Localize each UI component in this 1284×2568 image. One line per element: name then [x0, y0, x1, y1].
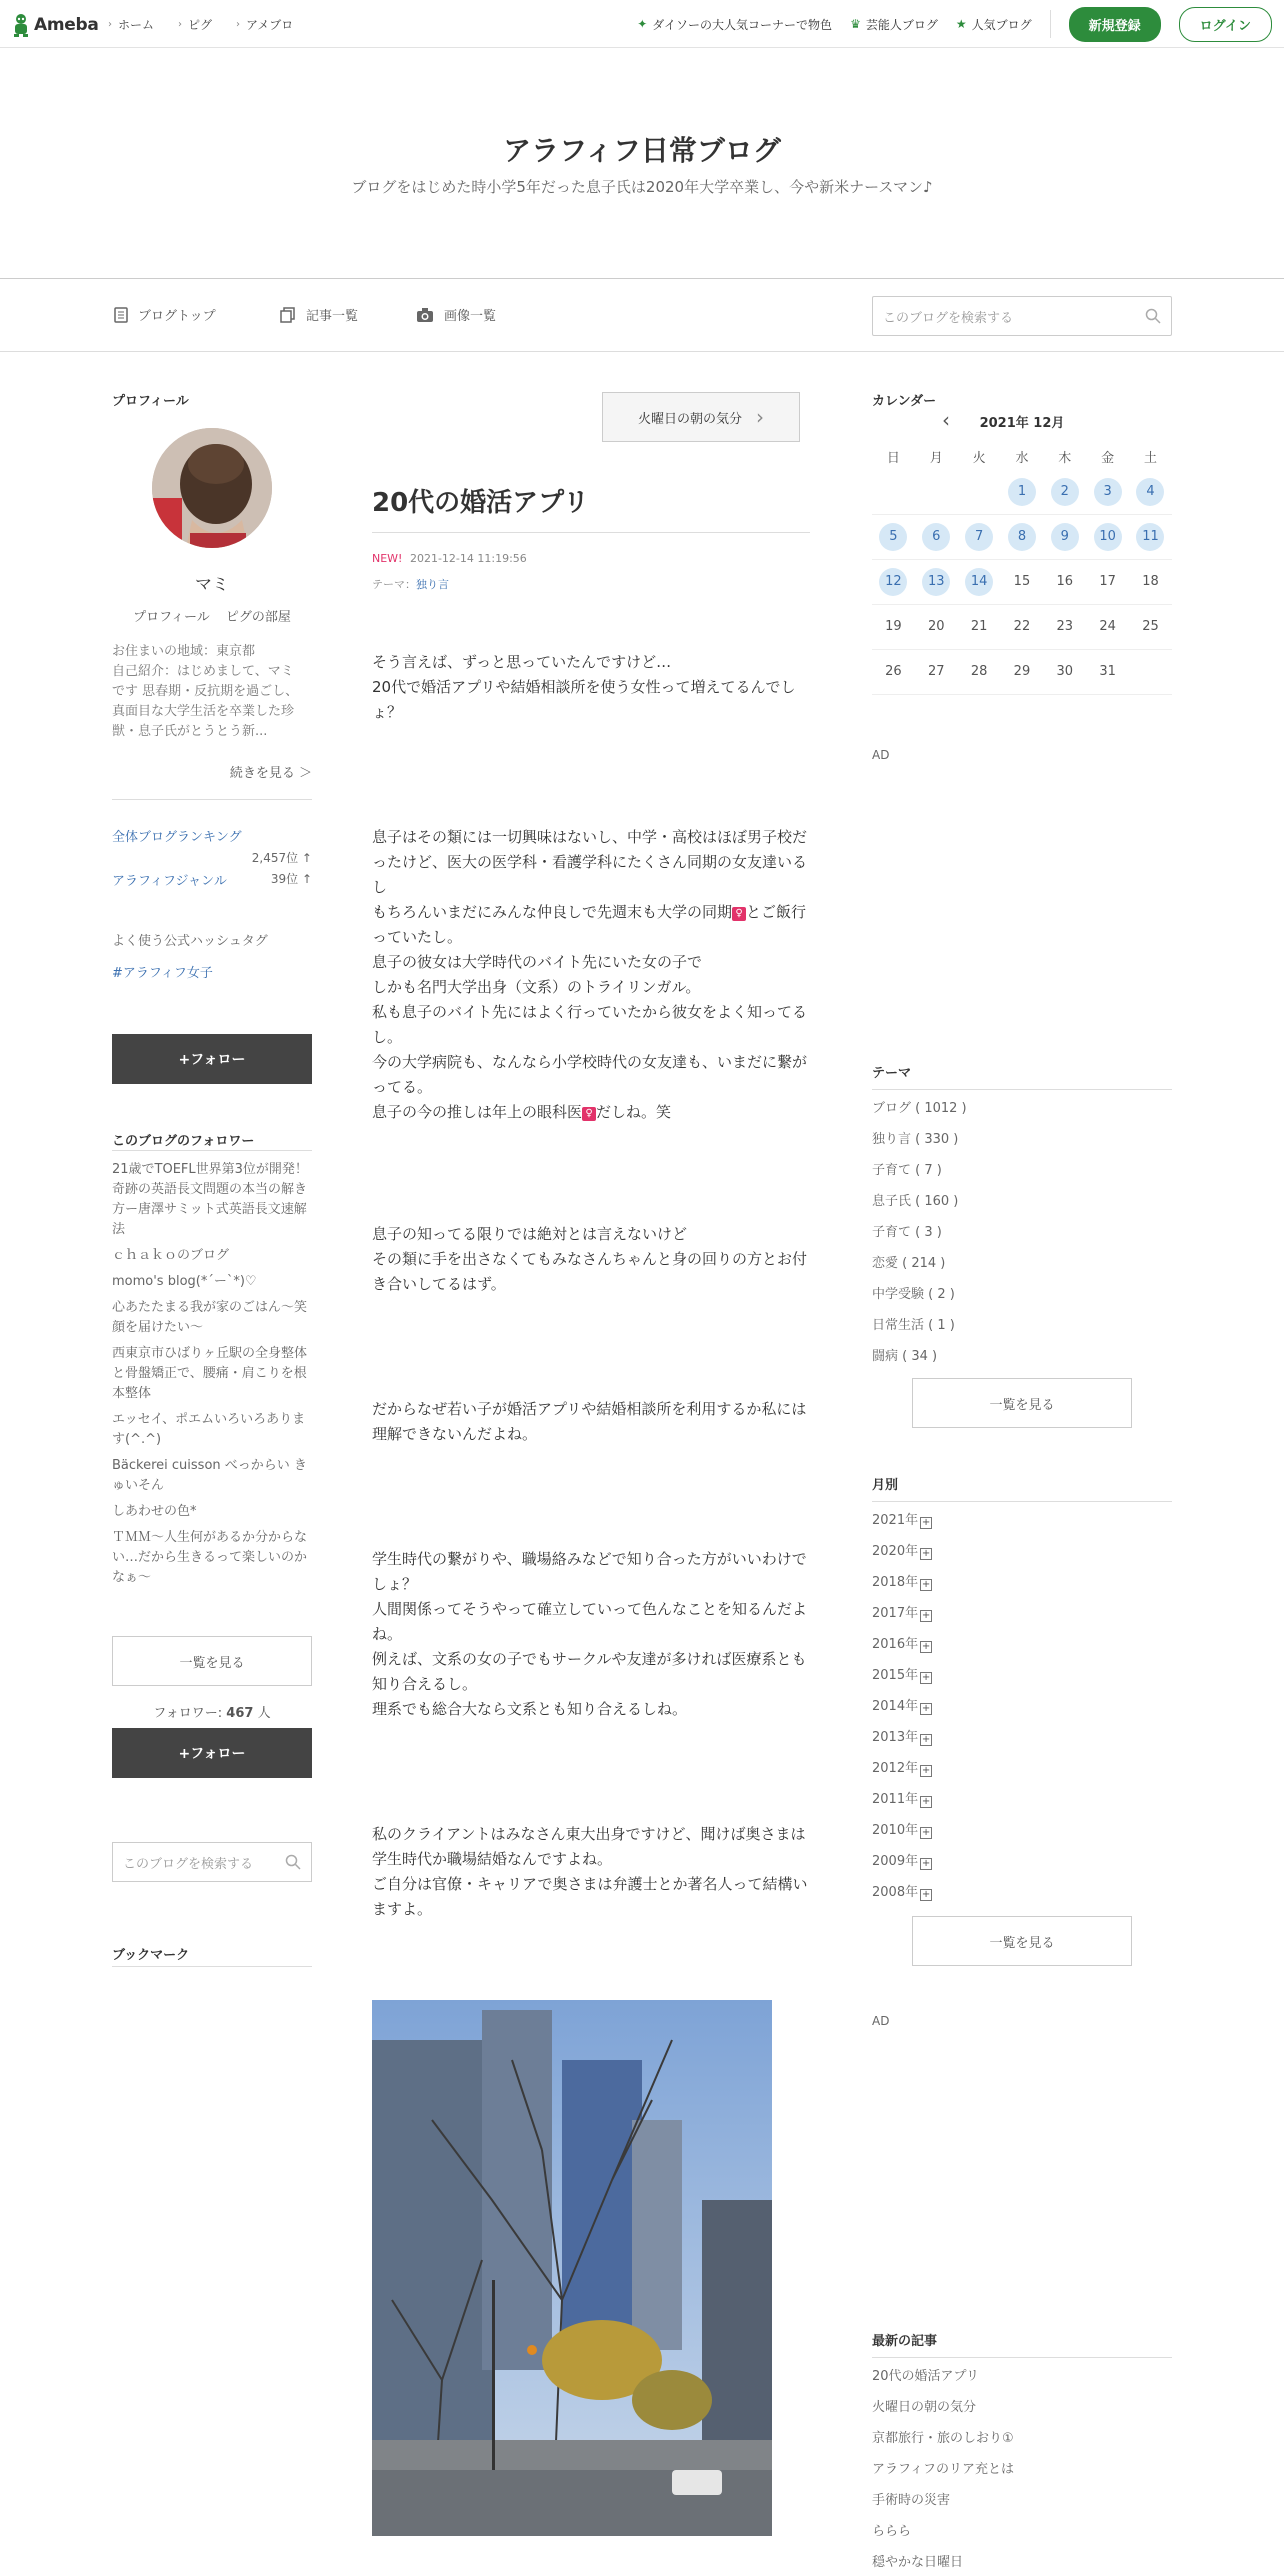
calendar-day-cell — [1086, 523, 1129, 551]
follower-item[interactable]: しあわせの色* — [112, 1504, 197, 1519]
entry-line: だからなぜ若い子が婚活アプリや結婚相談所を利用するか私には理解できないんだよね。 — [372, 1400, 807, 1443]
archive-see-all-button[interactable]: 一覧を見る — [912, 1916, 1132, 1966]
recent-entry-link-label: 火曜日の朝の気分 — [872, 2400, 977, 2415]
archive-item[interactable] — [872, 1536, 1172, 1567]
calendar-week-row — [872, 560, 1172, 605]
calendar-day-cell — [872, 523, 915, 551]
chevron-left-icon: ‹ — [942, 408, 950, 432]
expand-plus-icon[interactable]: + — [921, 1517, 931, 1528]
entry-text: 息子の今の推しは年上の眼科医 — [372, 1103, 583, 1121]
followers-see-all-button[interactable]: 一覧を見る — [112, 1636, 312, 1686]
global-nav — [108, 0, 293, 48]
theme-list — [872, 1093, 1172, 1372]
calendar-day: 28 — [970, 664, 988, 679]
archive-item-label: 2013年 — [872, 1730, 919, 1745]
entry-line: 私も息子のバイト先にはよく行っていたから彼女をよく知ってるし。 — [372, 1003, 808, 1046]
recent-entry-link[interactable] — [872, 2547, 1172, 2568]
calendar-day: 26 — [885, 664, 902, 679]
city-trees-photo — [372, 2000, 772, 2536]
entry-title[interactable]: 20代の婚活アプリ — [372, 488, 590, 518]
entry-meta — [372, 552, 527, 565]
blog-description: ブログをはじめた時小学5年だった息子氏は2020年大学卒業し、今や新米ナースマン♪ — [351, 178, 933, 196]
entry-line — [372, 1100, 810, 1125]
left-search-input[interactable] — [112, 1842, 312, 1882]
chevron-right-icon: › — [108, 18, 112, 30]
entry-line: 理系でも総合大なら文系とも知り合えるしね。 — [372, 1700, 688, 1718]
calendar-day-cell — [958, 613, 1001, 641]
entry-line: 息子の知ってる限りでは絶対とは言えないけど — [372, 1225, 688, 1243]
calendar-weekday: 日 — [886, 450, 900, 466]
calendar-day-cell — [1129, 568, 1172, 596]
ameba-mascot-icon — [12, 13, 30, 37]
nav-pigg-label: ピグ — [188, 17, 213, 32]
archive-list — [872, 1505, 1172, 1908]
divider — [372, 532, 810, 533]
calendar-day: 29 — [1013, 664, 1031, 679]
calendar-weekday: 金 — [1101, 450, 1115, 466]
entry-line — [372, 900, 810, 950]
theme-item[interactable] — [872, 1217, 1172, 1248]
archive-item[interactable] — [872, 1877, 1172, 1908]
calendar-day-cell — [1001, 523, 1044, 551]
entry-text: もちろんいまだにみんな仲良し — [372, 903, 583, 921]
signup-button[interactable]: 新規登録 — [1069, 7, 1161, 42]
calendar-day-cell — [1129, 478, 1172, 506]
calendar-day: 21 — [970, 619, 988, 634]
divider — [112, 1966, 312, 1967]
popular-blog-label: 人気ブログ — [971, 17, 1032, 32]
entry-line: 今の大学病院も、なんなら小学校時代の女友達も、いまだに繋がってる。 — [372, 1053, 808, 1096]
profile-info-line: です 思春期・反抗期を過ごし、 — [112, 684, 299, 699]
avatar[interactable] — [152, 428, 272, 548]
calendar-day-cell — [958, 568, 1001, 596]
star-icon: ★ — [955, 17, 967, 31]
theme-item[interactable] — [872, 1279, 1172, 1310]
profile-links — [112, 606, 312, 625]
ad-label: AD — [872, 2014, 890, 2028]
entry-text: だしね。笑 — [596, 1103, 672, 1121]
calendar-day: 18 — [1142, 574, 1159, 589]
recent-section — [872, 2330, 1172, 2568]
calendar-day-link[interactable]: 6 — [922, 523, 950, 551]
entry-line: 息子はその類には一切興味はないし、中学・高校はほぼ男子校だったけど、医大の医学科・看護学科にたくさん同期の女友達いるし — [372, 828, 808, 896]
chevron-right-icon: › — [236, 18, 241, 30]
entry-text: とご飯行っていたし。 — [372, 903, 807, 946]
pigg-room-link[interactable]: ピグの部屋 — [225, 610, 291, 625]
calendar-day-cell — [872, 613, 915, 641]
entry-datetime: 2021-12-14 11:19:56 — [409, 552, 527, 565]
follower-item[interactable]: 西東京市ひばりヶ丘駅の全身整体と骨盤矯正で、腰痛・肩こりを根本整体 — [112, 1346, 308, 1401]
recent-entry-link[interactable] — [872, 2423, 1172, 2454]
woman-emoji-icon: ♀ — [732, 907, 746, 921]
calendar-day: 15 — [1013, 574, 1031, 589]
nav-ameblo-label: アメブロ — [246, 17, 294, 32]
calendar-weekday: 月 — [929, 450, 943, 466]
genre-ranking-value: 39位 ↑ — [270, 872, 312, 886]
calendar-day-link[interactable]: 11 — [1136, 523, 1164, 551]
entry-photo[interactable] — [372, 2000, 772, 2536]
header-divider — [1050, 10, 1051, 38]
calendar-day: 25 — [1142, 619, 1159, 634]
calendar-week-row — [872, 470, 1172, 515]
celebrity-blog-link[interactable] — [850, 16, 938, 33]
follow-button-bottom[interactable]: +フォロー — [112, 1728, 312, 1778]
blog-title-area — [0, 49, 1284, 277]
archive-item-label: 2012年 — [872, 1761, 919, 1776]
calendar-weekday: 土 — [1143, 450, 1157, 466]
genre-ranking-link[interactable]: アラフィフジャンル — [112, 874, 227, 889]
follower-item[interactable]: ｃｈａｋｏのブログ — [112, 1248, 230, 1263]
theme-item-label: 中学受験 ( 2 ) — [872, 1287, 955, 1302]
calendar-day-cell — [1129, 523, 1172, 551]
calendar-day-cell — [1086, 568, 1129, 596]
archive-item[interactable] — [872, 1629, 1172, 1660]
login-button[interactable]: ログイン — [1179, 7, 1272, 42]
profile-name[interactable]: マミ — [195, 575, 229, 595]
expand-plus-icon[interactable]: + — [921, 1734, 931, 1745]
calendar-day-cell — [1129, 613, 1172, 641]
follower-list — [112, 1160, 312, 1594]
profile-link[interactable]: プロフィール — [133, 610, 210, 625]
chevron-right-icon: › — [756, 405, 764, 429]
crown-icon: ♛ — [850, 17, 861, 31]
blog-subnav — [0, 278, 1284, 352]
search-icon[interactable] — [1145, 308, 1161, 324]
archive-item-label: 2017年 — [872, 1606, 919, 1621]
archive-item[interactable] — [872, 1691, 1172, 1722]
entry-line: そう言えば、ずっと思っていたんですけど… — [372, 653, 672, 671]
blog-title[interactable]: アラフィフ日常ブログ — [503, 134, 781, 167]
entry-line: 学生時代の繋がりや、職場絡みなどで知り合った方がいいわけでしょ？ — [372, 1550, 807, 1593]
woman-emoji-icon: ♀ — [582, 1107, 596, 1121]
nav-home-label: ホーム — [118, 17, 155, 32]
calendar-day-cell — [1043, 478, 1086, 506]
theme-item[interactable] — [872, 1124, 1172, 1155]
calendar-day-cell — [872, 658, 915, 686]
calendar-day: 19 — [885, 619, 902, 634]
expand-plus-icon[interactable]: + — [921, 1672, 931, 1683]
recent-entry-link[interactable] — [872, 2454, 1172, 2485]
calendar-day-cell — [872, 568, 915, 596]
calendar-day: 30 — [1056, 664, 1074, 679]
follower-item[interactable]: Bäckerei cuisson べっからい きゅいそん — [112, 1458, 307, 1493]
expand-plus-icon[interactable]: + — [921, 1641, 931, 1652]
expand-plus-icon[interactable]: + — [921, 1827, 931, 1838]
recent-entry-link[interactable] — [872, 2392, 1172, 2423]
archive-item[interactable] — [872, 1505, 1172, 1536]
recent-entry-link[interactable] — [872, 2485, 1172, 2516]
copy-icon — [280, 307, 296, 323]
archive-item[interactable] — [872, 1846, 1172, 1877]
entry-line: しかも名門大学出身（文系）のトライリンガル。 — [372, 978, 701, 996]
blog-search-input[interactable] — [872, 296, 1172, 336]
theme-item-label: 日常生活 ( 1 ) — [872, 1318, 955, 1333]
calendar-day-cell — [1086, 478, 1129, 506]
theme-heading: テーマ — [872, 1062, 1172, 1090]
calendar-day-link[interactable]: 8 — [1008, 523, 1036, 551]
sparkle-icon: ✦ — [637, 17, 648, 31]
calendar-day-link[interactable]: 9 — [1051, 523, 1079, 551]
entry-line: 人間関係ってそうやって確立していって色んなことを知るんだよね。 — [372, 1600, 808, 1643]
expand-plus-icon[interactable]: + — [921, 1858, 931, 1869]
calendar-day-cell — [1001, 658, 1044, 686]
archive-item[interactable] — [872, 1567, 1172, 1598]
new-badge: NEW! — [372, 552, 403, 565]
recent-entry-link-label: アラフィフのリア充とは — [872, 2462, 1014, 2477]
follower-item[interactable]: 心あたたまる我が家のごはん〜笑顔を届けたい〜 — [112, 1300, 308, 1335]
follower-count-label: フォロワー: — [153, 1706, 223, 1721]
entry-line: 20代で婚活アプリや結婚相談所を使う女性って増えてるんでしょ？ — [372, 678, 796, 721]
calendar-day: 24 — [1099, 619, 1116, 634]
calendar-day: 17 — [1099, 574, 1116, 589]
entry-theme-label: テーマ： — [372, 578, 416, 591]
calendar-day-link[interactable]: 1 — [1008, 478, 1036, 506]
calendar-day-link[interactable]: 10 — [1094, 523, 1122, 551]
camera-icon — [416, 307, 434, 323]
calendar-day-cell — [1043, 523, 1086, 551]
entry-line: 息子の彼女は大学時代のバイト先にいた女の子で — [372, 953, 703, 971]
calendar-weekday: 水 — [1015, 450, 1029, 466]
recent-entry-link-label: ららら — [872, 2524, 912, 2539]
pickup-link-label: ダイソーの大人気コーナーで物色 — [652, 17, 833, 32]
archive-item-label: 2010年 — [872, 1823, 919, 1838]
theme-item[interactable] — [872, 1155, 1172, 1186]
entry-paragraph — [372, 1222, 810, 1297]
expand-plus-icon[interactable]: + — [921, 1796, 931, 1807]
recent-list — [872, 2361, 1172, 2568]
archive-item-label: 2021年 — [872, 1513, 919, 1528]
expand-plus-icon[interactable]: + — [921, 1610, 931, 1621]
hashtag-link[interactable]: #アラフィフ女子 — [112, 966, 213, 981]
calendar-day-link[interactable]: 2 — [1051, 478, 1079, 506]
calendar-day: 22 — [1013, 619, 1031, 634]
archive-item-label: 2014年 — [872, 1699, 919, 1714]
recent-heading: 最新の記事 — [872, 2330, 1172, 2358]
calendar-day-cell — [958, 658, 1001, 686]
calendar-weekday-row — [872, 442, 1172, 470]
calendar-day-cell — [1043, 658, 1086, 686]
entry-paragraph — [372, 650, 810, 725]
expand-plus-icon[interactable]: + — [921, 1579, 931, 1590]
theme-section — [872, 1062, 1172, 1372]
calendar-day-link[interactable]: 13 — [922, 568, 950, 596]
archive-item-label: 2011年 — [872, 1792, 919, 1807]
followers-heading: このブログのフォロワー — [112, 1134, 255, 1149]
recent-entry-link-label: 穏やかな日曜日 — [872, 2555, 964, 2568]
theme-see-all-button[interactable]: 一覧を見る — [912, 1378, 1132, 1428]
theme-item[interactable] — [872, 1310, 1172, 1341]
theme-item[interactable] — [872, 1186, 1172, 1217]
theme-item-label: ブログ ( 1012 ) — [872, 1101, 967, 1116]
calendar-day-cell — [1043, 568, 1086, 596]
calendar-week-row — [872, 605, 1172, 650]
calendar-heading: カレンダー — [872, 394, 937, 409]
celebrity-blog-label: 芸能人ブログ — [865, 17, 938, 32]
profile-photo — [152, 428, 272, 548]
profile-info — [112, 642, 312, 742]
archive-item-label: 2016年 — [872, 1637, 919, 1652]
archive-item-label: 2020年 — [872, 1544, 919, 1559]
follower-item[interactable]: エッセイ、ポエムいろいろあります(^.^) — [112, 1412, 306, 1447]
follower-count-value: 467 — [226, 1706, 254, 1721]
expand-plus-icon[interactable]: + — [921, 1703, 931, 1714]
header-right — [637, 0, 1272, 48]
tab-image-list[interactable] — [416, 305, 496, 324]
archive-item-label: 2009年 — [872, 1854, 919, 1869]
calendar-day-cell — [1086, 613, 1129, 641]
expand-plus-icon[interactable]: + — [921, 1889, 931, 1900]
calendar-day-cell — [1001, 613, 1044, 641]
calendar-day-cell — [915, 523, 958, 551]
nav-pigg[interactable] — [178, 16, 212, 33]
calendar-week-row — [872, 650, 1172, 695]
follower-item[interactable]: momo's blog(*´ー`*)♡ — [112, 1274, 257, 1289]
calendar-day-cell — [1001, 478, 1044, 506]
calendar-day: 27 — [927, 664, 945, 679]
chevron-right-icon: › — [178, 18, 183, 30]
entry-theme-link[interactable]: 独り言 — [416, 578, 449, 591]
nav-home[interactable] — [108, 16, 154, 33]
follower-item[interactable]: 21歳でTOEFL世界第3位が開発！奇跡の英語長文問題の本当の解き方ー唐澤サミット式英語長文速解法 — [112, 1162, 308, 1237]
theme-item-label: 独り言 ( 330 ) — [872, 1132, 959, 1147]
follow-button[interactable]: +フォロー — [112, 1034, 312, 1084]
calendar-day: 23 — [1056, 619, 1074, 634]
divider — [112, 1150, 312, 1151]
archive-item[interactable] — [872, 1722, 1172, 1753]
search-icon[interactable] — [285, 1854, 301, 1870]
profile-info-line: お住まいの地域：東京都 — [112, 644, 256, 659]
recent-entry-link[interactable] — [872, 2361, 1172, 2392]
calendar-weekday: 木 — [1058, 450, 1072, 466]
archive-item-label: 2018年 — [872, 1575, 919, 1590]
profile-info-line: 真面目な大学生活を卒業した珍 — [112, 704, 295, 719]
profile-info-line: 獣・息子氏がとうとう新... — [112, 724, 268, 739]
ad-label: AD — [872, 748, 890, 762]
overall-ranking-value: 2,457位 ↑ — [251, 851, 312, 865]
calendar-day-link[interactable]: 14 — [965, 568, 993, 596]
archive-item[interactable] — [872, 1660, 1172, 1691]
global-header — [0, 0, 1284, 48]
logo-text: Ameba — [34, 15, 99, 35]
calendar-day-link[interactable]: 5 — [879, 523, 907, 551]
calendar-day-cell — [915, 658, 958, 686]
theme-item-label: 子育て ( 7 ) — [872, 1163, 942, 1178]
theme-item-label: 息子氏 ( 160 ) — [872, 1194, 959, 1209]
hashtag-heading: よく使う公式ハッシュタグ — [112, 934, 268, 949]
theme-item-label: 闘病 ( 34 ) — [872, 1349, 938, 1364]
nav-ameblo[interactable] — [236, 16, 293, 33]
recent-entry-link-label: 20代の婚活アプリ — [872, 2369, 980, 2384]
follower-count — [112, 1702, 312, 1721]
recent-entry-link-label: 京都旅行・旅のしおり① — [872, 2431, 1014, 2446]
calendar-day: 20 — [927, 619, 945, 634]
divider — [112, 799, 312, 800]
tab-entry-list[interactable] — [280, 305, 358, 324]
calendar-day-cell — [1001, 568, 1044, 596]
calendar-day: 31 — [1099, 664, 1116, 679]
prev-entry-button[interactable] — [602, 392, 800, 442]
calendar-month: 2021年 12月 — [979, 416, 1065, 431]
follower-item[interactable]: ＴＭＭ～人生何があるか分からない…だから生きるって楽しいのかなぁ～ — [112, 1530, 308, 1585]
calendar-day-link[interactable]: 7 — [965, 523, 993, 551]
theme-item-label: 子育て ( 3 ) — [872, 1225, 942, 1240]
bookmark-heading: ブックマーク — [112, 1948, 190, 1963]
calendar-day-cell — [1043, 613, 1086, 641]
calendar-day-link[interactable]: 3 — [1094, 478, 1122, 506]
popular-blog-link[interactable] — [956, 16, 1032, 33]
ameba-logo[interactable] — [12, 12, 99, 38]
entry-paragraph — [372, 1822, 810, 1922]
overall-ranking — [112, 826, 312, 866]
entry-paragraph — [372, 1397, 810, 1447]
tab-blog-top-label: ブログトップ — [138, 309, 216, 324]
calendar-day-cell — [915, 568, 958, 596]
document-icon — [114, 307, 128, 323]
entry-text: で先週末も大学の同期 — [582, 903, 733, 921]
archive-item[interactable] — [872, 1753, 1172, 1784]
prev-entry-label: 火曜日の朝の気分 — [637, 411, 742, 427]
calendar-day-cell — [915, 613, 958, 641]
entry-line: その類に手を出さなくてもみなさんちゃんと身の回りの方とお付き合いしてるはず。 — [372, 1250, 808, 1293]
profile-info-line: 自己紹介：はじめまして、マミ — [112, 664, 294, 679]
calendar-weekday: 火 — [972, 450, 986, 466]
archive-item-label: 2015年 — [872, 1668, 919, 1683]
profile-heading: プロフィール — [112, 394, 189, 409]
archive-item[interactable] — [872, 1784, 1172, 1815]
entry-paragraph — [372, 1547, 810, 1722]
archive-item[interactable] — [872, 1598, 1172, 1629]
recent-entry-link[interactable] — [872, 2516, 1172, 2547]
calendar-day-link[interactable]: 12 — [879, 568, 907, 596]
theme-item[interactable] — [872, 1341, 1172, 1372]
entry-line: ご自分は官僚・キャリアで奥さまは弁護士とか著名人って結構いますよ。 — [372, 1875, 808, 1918]
calendar-week-row — [872, 515, 1172, 560]
entry-line: 例えば、文系の女の子でもサークルや友達が多ければ医療系とも知り合えるし。 — [372, 1650, 807, 1693]
entry-theme — [372, 576, 449, 592]
overall-ranking-link[interactable]: 全体ブログランキング — [112, 830, 242, 845]
expand-plus-icon[interactable]: + — [921, 1548, 931, 1559]
entry-line: 私のクライアントはみなさん東大出身ですけど、聞けば奥さまは学生時代か職場結婚なんですよね。 — [372, 1825, 806, 1868]
tab-entry-list-label: 記事一覧 — [306, 309, 359, 324]
tab-image-list-label: 画像一覧 — [444, 309, 497, 324]
calendar-day-cell — [1086, 658, 1129, 686]
theme-item-label: 恋愛 ( 214 ) — [872, 1256, 946, 1271]
follower-count-unit: 人 — [257, 1706, 271, 1721]
genre-ranking — [112, 870, 312, 889]
archive-item[interactable] — [872, 1815, 1172, 1846]
calendar-day-link[interactable]: 4 — [1136, 478, 1164, 506]
blog-search-placeholder: このブログを検索する — [883, 310, 1014, 326]
profile-more-link[interactable]: 続きを見る ＞ — [229, 766, 312, 781]
theme-item[interactable] — [872, 1248, 1172, 1279]
pickup-link[interactable] — [637, 16, 832, 33]
tab-blog-top[interactable] — [114, 305, 216, 324]
archive-section — [872, 1474, 1172, 1908]
archive-heading: 月別 — [872, 1474, 1172, 1502]
recent-entry-link-label: 手術時の災害 — [872, 2493, 951, 2508]
theme-item[interactable] — [872, 1093, 1172, 1124]
calendar-day: 16 — [1056, 574, 1074, 589]
entry-paragraph — [372, 825, 810, 1125]
calendar-grid — [872, 442, 1172, 695]
calendar-day-cell — [958, 523, 1001, 551]
expand-plus-icon[interactable]: + — [921, 1765, 931, 1776]
archive-item-label: 2008年 — [872, 1885, 919, 1900]
left-search-placeholder: このブログを検索する — [123, 1856, 254, 1872]
